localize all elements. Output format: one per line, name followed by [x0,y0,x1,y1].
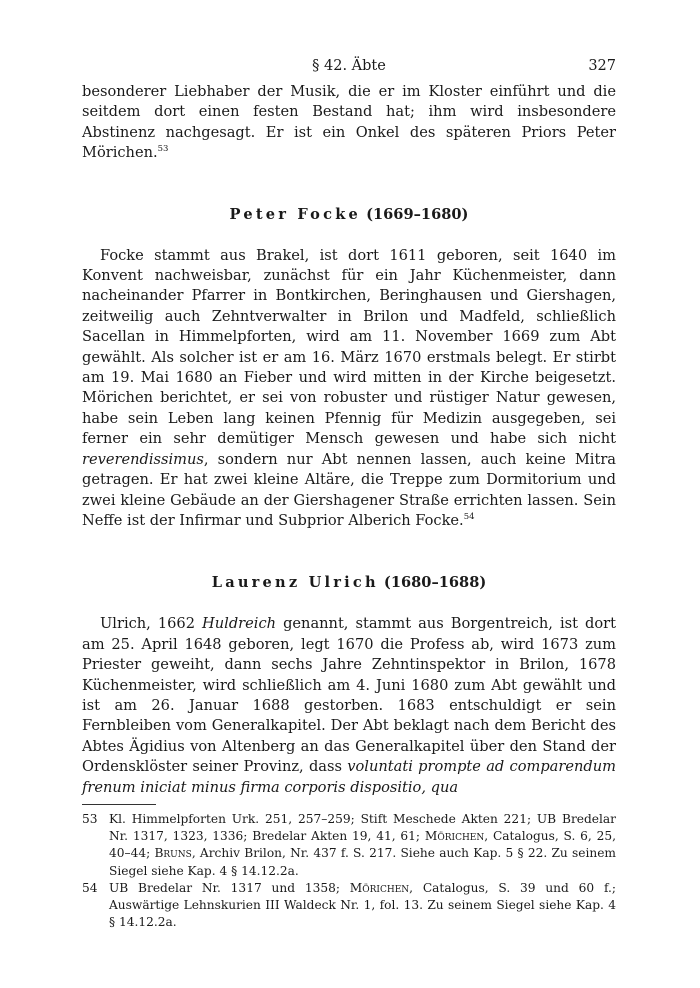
heading-name: Laurenz Ulrich [211,574,379,592]
paragraph-laurenz-ulrich [82,614,616,798]
author-name: Mörichen [424,829,485,844]
ulrich-text-2: genannt, stammt aus Borgentreich, ist dort am 25. April 1648 geboren, legt 1670 die Profess ab, wird 1673 zum Priester geweiht, dann sechs Jahre Zehntinspektor in Brilon, 1678 Küchenmeister, wird schließlich am 4. Juni 1680 zum Abt gewählt und ist am 26. Januar 1688 gestorben. 1683 entschuldigt er sein Fernbleiben vom Generalkapitel. Der Abt beklagt nach dem Bericht des Abtes Ägidius von Altenberg an das Generalkapitel über den Stand der Ordensklöster seiner Provinz, dass [82,615,616,776]
ulrich-italic-2: voluntati prompte ad comparendum frenum iniciat minus firma corporis dispositio, qua [82,758,616,796]
footnote-text: , Catalogus, S. 6, 25, 40–44; [109,829,616,861]
footnotes [82,811,616,931]
ulrich-italic-1: Huldreich [202,615,277,633]
page-number: 327 [588,58,616,74]
footnote-ref-53[interactable]: 53 [157,144,169,155]
author-name: Bruns [154,846,192,861]
footnote-text: UB Bredelar Nr. 1317 und 1358; [109,880,350,895]
footnote-text: , Catalogus, S. 39 und 60 f.; Auswärtige Lehnskurien III Waldeck Nr. 1, fol. 13. Zu seinem Siegel siehe Kap. 4 § 14.12.2a. [109,880,617,930]
footnote-53 [82,811,616,880]
footnote-divider [82,804,156,805]
page [82,58,616,931]
footnote-number: 53 [82,811,98,826]
footnote-54 [82,880,616,932]
heading-name: Peter Focke [229,205,361,223]
focke-text-2: , sondern nur Abt nennen lassen, auch keine Mitra getragen. Er hat zwei kleine Altäre, die Treppe zum Dormitorium und zwei kleine Gebäude an der Giershagener Straße errichten lassen. Sein Neffe ist der Infirmar und Subprior Alberich Focke. [82,450,616,529]
footnote-text: Kl. Himmelpforten Urk. 251, 257–259; Stift Meschede Akten 221; UB Bredelar Nr. 1317, 1323, 1336; Bredelar Akten 19, 41, 61; [109,811,616,844]
ulrich-text-1: Ulrich, 1662 [100,615,203,633]
author-name: Mörichen [349,880,410,895]
footnote-text: , Archiv Brilon, Nr. 437 f. S. 217. Siehe auch Kap. 5 § 22. Zu seinem Siegel siehe Kap. 4 § 14.12.2a. [109,846,616,878]
body-text [82,82,616,798]
focke-italic: reverendissimus [82,450,204,468]
intro-paragraph [82,82,616,164]
heading-dates: (1669–1680) [366,205,469,223]
intro-text: besonderer Liebhaber der Musik, die er im Kloster einführt und die seitdem dort einen festen Bestand hat; ihm wird insbesondere Abstinenz nachgesagt. Er ist ein Onkel des späteren Priors Peter Mörichen. [82,83,616,162]
footnote-ref-54[interactable]: 54 [463,512,475,523]
heading-peter-focke [82,205,616,225]
heading-laurenz-ulrich [82,573,616,593]
heading-dates: (1680–1688) [383,574,487,592]
running-head-title: § 42. Äbte [312,58,386,74]
paragraph-peter-focke [82,246,616,532]
focke-text-1: Focke stammt aus Brakel, ist dort 1611 geboren, seit 1640 im Konvent nachweisbar, zunächst für ein Jahr Küchenmeister, dann nacheinander Pfarrer in Bontkirchen, Beringhausen und Giershagen, zeitweilig auch Zehntverwalter in Brilon und Madfeld, schließlich Sacellan in Himmelpforten, wird am 11. November 1669 zum Abt gewählt. Als solcher ist er am 16. März 1670 erstmals belegt. Er stirbt am 19. Mai 1680 an Fieber und wird mitten in der Kirche beigesetzt. Mörichen berichtet, er sei von robuster und rüstiger Natur gewesen, habe sein Leben lang keinen Pfennig für Medizin ausgegeben, sei ferner ein sehr demütiger Mensch gewesen und habe sich nicht [82,246,616,448]
footnote-number: 54 [82,880,98,895]
running-head [82,58,616,82]
